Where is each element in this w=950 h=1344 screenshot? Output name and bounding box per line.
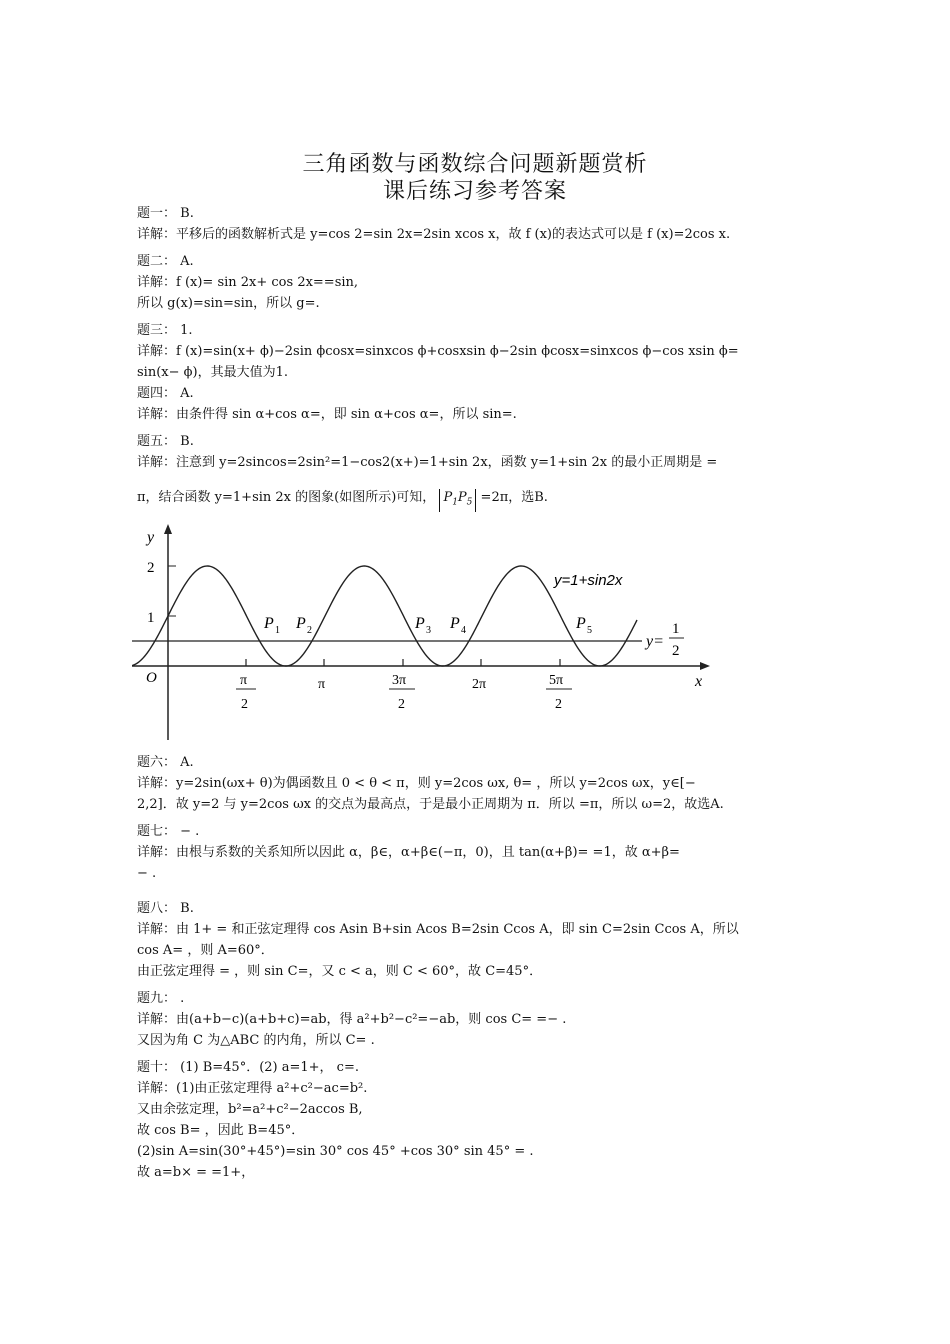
page-title: 三角函数与函数综合问题新题赏析: [302, 152, 648, 177]
sine-graph-figure: [132, 520, 722, 744]
q3-detail: 详解：f (x)=sin(x+ ϕ)−2sin ϕcosx=sinxcos ϕ+cosxsin ϕ−2sin ϕcosx=sinxcos ϕ−cos xsin ϕ=: [137, 344, 739, 359]
q1-answer: B.: [180, 206, 194, 221]
q2-header: [137, 251, 817, 272]
q8-answer: B.: [180, 900, 194, 916]
point-p2-sub: 2: [307, 624, 312, 636]
q5-answer: B.: [180, 434, 194, 449]
q10-detail-2: 又由余弦定理，b²=a²+c²−2accos B,: [137, 1101, 363, 1117]
q4-header: [137, 383, 817, 404]
q10-label: 题十：: [137, 1059, 177, 1075]
x-tick-label-3pi-2-den: 2: [398, 696, 405, 712]
q6-detail: 详解：y=2sin(ωx+ θ)为偶函数且 0 < θ < π，则 y=2cos ωx, θ= ，所以 y=2cos ωx，y∈[−: [137, 775, 696, 791]
q10-detail-3: 故 cos B= ，因此 B=45°．: [137, 1122, 305, 1138]
q2-label: 题二：: [137, 254, 177, 269]
q5-detail: 详解：注意到 y=2sincos=2sin²=1−cos2(x+)=1+sin 2x，函数 y=1+sin 2x 的最小正周期是 =: [137, 455, 718, 470]
q5-label: 题五：: [137, 434, 177, 449]
point-p1-sub: 1: [275, 624, 280, 636]
q9-label: 题九：: [137, 990, 177, 1006]
q5-detail-2: [137, 487, 817, 512]
q9-detail: 详解：由(a+b−c)(a+b+c)=ab，得 a²+b²−c²=−ab，则 cos C= =− .: [137, 1011, 567, 1027]
q4-answer: A.: [180, 386, 194, 401]
q8-detail: 详解：由 1+ = 和正弦定理得 cos Asin B+sin Acos B=2sin Ccos A，即 sin C=2sin Ccos A，所以: [137, 921, 739, 937]
q9-detail-2: 又因为角 C 为△ABC 的内角，所以 C= .: [137, 1032, 375, 1048]
x-axis-arrow: [700, 662, 710, 670]
page-subtitle: 课后练习参考答案: [382, 179, 567, 204]
point-p1-letter: P: [264, 614, 274, 632]
q2-answer: A.: [180, 254, 194, 269]
q10-answer: (1) B=45°．(2) a=1+， c=.: [180, 1059, 359, 1075]
abs-p1-sub: 1: [452, 497, 458, 508]
point-p5-letter: P: [576, 614, 586, 632]
q5-header: [137, 431, 817, 452]
q4-label: 题四：: [137, 386, 177, 401]
q8-detail-2: cos A= ，则 A=60°．: [137, 942, 274, 958]
q9-header: [137, 988, 817, 1009]
q8-detail-3: 由正弦定理得 = ，则 sin C=，又 c < a，则 C < 60°，故 C=45°．: [137, 963, 543, 979]
half-line-label-den: 2: [672, 642, 680, 659]
q10-detail-5: 故 a=b× = =1+，: [137, 1164, 255, 1180]
q3-detail-2: sin(x− ϕ)，其最大值为1.: [137, 365, 288, 380]
q3-label: 题三：: [137, 323, 177, 338]
curve-label: y=1+sin2x: [554, 571, 623, 589]
y-axis-arrow: [164, 524, 172, 534]
q8-label: 题八：: [137, 900, 177, 916]
point-p2-letter: P: [296, 614, 306, 632]
q10-detail: 详解：(1)由正弦定理得 a²+c²−ac=b².: [137, 1080, 368, 1096]
y-tick-label-2: 2: [147, 559, 155, 576]
answer-body: [137, 203, 817, 1183]
point-p4-letter: P: [450, 614, 460, 632]
x-tick-label-5pi-2-den: 2: [555, 696, 562, 712]
point-p4-sub: 4: [461, 624, 466, 636]
q7-header: [137, 821, 817, 842]
q5-detail-2b: =2π，选B.: [480, 490, 548, 505]
y-tick-label-1: 1: [147, 609, 155, 626]
q3-answer: 1.: [180, 323, 193, 338]
q1-detail: 详解：平移后的函数解析式是 y=cos 2=sin 2x=2sin xcos x，故 f (x)的表达式可以是 f (x)=2cos x.: [137, 227, 731, 242]
point-p3-letter: P: [415, 614, 425, 632]
q10-header: [137, 1057, 817, 1078]
q9-answer: .: [180, 990, 185, 1006]
q1-header: [137, 203, 817, 224]
origin-label: O: [146, 669, 157, 686]
point-p3-sub: 3: [426, 624, 431, 636]
q4-detail: 详解：由条件得 sin α+cos α=，即 sin α+cos α=，所以 sin=.: [137, 407, 517, 422]
q6-detail-2: 2,2]．故 y=2 与 y=2cos ωx 的交点为最高点，于是最小正周期为 π．所以 =π，所以 ω=2，故选A.: [137, 796, 724, 812]
q8-header: [137, 898, 817, 919]
q7-answer: − .: [180, 823, 200, 839]
half-line-label-prefix: y=: [646, 632, 664, 650]
q1-label: 题一：: [137, 206, 177, 221]
point-p5-sub: 5: [587, 624, 592, 636]
abs-p1p5: [439, 489, 476, 512]
abs-p5-sub: 5: [466, 497, 473, 508]
q2-detail: 详解：f (x)= sin 2x+ cos 2x==sin,: [137, 275, 359, 290]
x-tick-label-pi-2-den: 2: [241, 696, 248, 712]
x-tick-label-3pi-2-num: 3π: [392, 672, 407, 688]
q7-detail: 详解：由根与系数的关系知所以因此 α，β∈，α+β∈(−π，0)，且 tan(α+β)= =1，故 α+β=: [137, 844, 680, 860]
half-line-label-num: 1: [672, 620, 680, 637]
x-tick-label-2pi: 2π: [472, 676, 487, 692]
q6-answer: A.: [180, 754, 194, 770]
abs-p5-letter: P: [457, 490, 467, 505]
x-tick-label-pi: π: [318, 676, 326, 692]
q7-label: 题七：: [137, 823, 177, 839]
q6-header: [137, 752, 817, 773]
x-tick-label-5pi-2-num: 5π: [549, 672, 564, 688]
x-tick-label-pi-2-num: π: [240, 672, 248, 688]
y-axis-label: y: [147, 528, 155, 546]
q7-detail-2: − .: [137, 865, 157, 881]
x-axis-label: x: [695, 672, 703, 690]
q10-detail-4: (2)sin A=sin(30°+45°)=sin 30° cos 45° +cos 30° sin 45° = .: [137, 1143, 534, 1159]
q3-header: [137, 320, 817, 341]
q2-detail-2: 所以 g(x)=sin=sin，所以 g=.: [137, 296, 320, 311]
sine-graph-svg: [132, 520, 722, 744]
q6-label: 题六：: [137, 754, 177, 770]
q5-detail-2a: π，结合函数 y=1+sin 2x 的图象(如图所示)可知，: [137, 490, 436, 505]
abs-p1-letter: P: [443, 490, 453, 505]
